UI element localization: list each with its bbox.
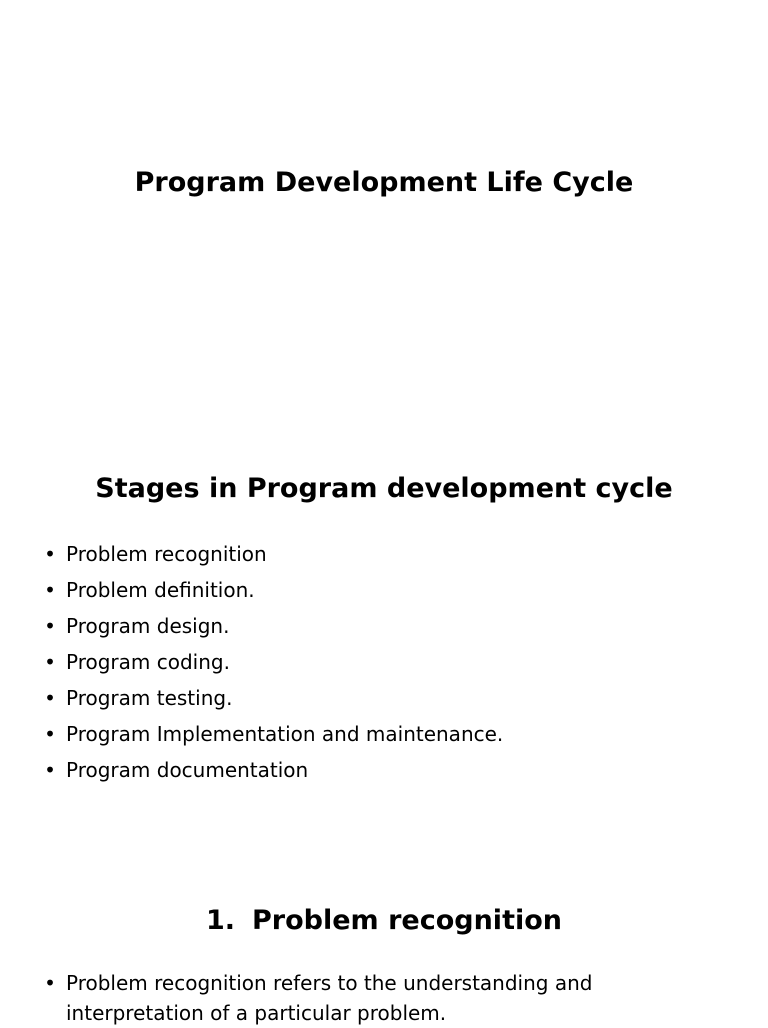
list-item [0,716,768,752]
bullet-icon: • [44,722,56,746]
list-item-text: Problem recognition refers to the understanding and interpretation of a particular problem. [66,971,593,1025]
list-item-text: Program coding. [66,650,230,674]
slide-3-title [0,904,768,938]
problem-recognition-list [0,968,768,1028]
list-item-text: Program documentation [66,758,309,782]
slide-1-title: Program Development Life Cycle [134,167,634,198]
list-item-text: Problem definition. [66,578,255,602]
section-number: 1. [206,905,236,936]
list-item-text: Program Implementation and maintenance. [66,722,504,746]
list-item [0,968,768,1028]
stages-list [0,536,768,788]
list-item-text: Program design. [66,614,230,638]
slide-2-title: Stages in Program development cycle [95,473,673,504]
list-item [0,572,768,608]
list-item-text: Problem recognition [66,542,267,566]
list-item [0,680,768,716]
bullet-icon: • [44,758,56,782]
list-item [0,536,768,572]
list-item [0,752,768,788]
list-item [0,608,768,644]
bullet-icon: • [44,971,56,995]
bullet-icon: • [44,614,56,638]
section-title-text: Problem recognition [252,905,562,936]
list-item-text: Program testing. [66,686,233,710]
bullet-icon: • [44,578,56,602]
bullet-icon: • [44,686,56,710]
bullet-icon: • [44,542,56,566]
bullet-icon: • [44,650,56,674]
list-item [0,644,768,680]
